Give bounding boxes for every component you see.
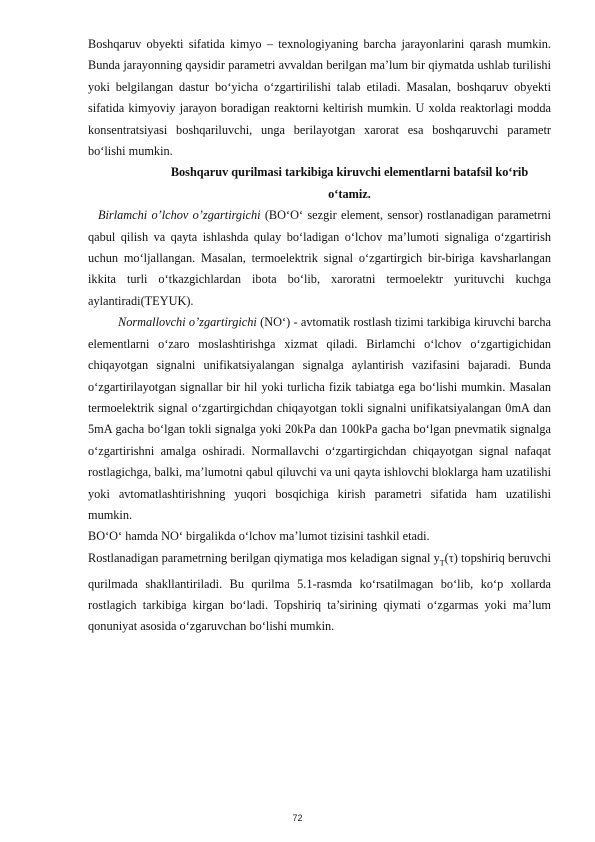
subscript-t: T <box>439 558 445 568</box>
birlamchi-term: Birlamchi o’lchov o’zgartirgichi <box>98 208 261 223</box>
page-number: 72 <box>292 813 303 823</box>
rostlanadigan-text-start: Rostlanadigan parametrning berilgan qiymatiga mos keladigan signal y <box>88 550 440 565</box>
rostlanadigan-text-end: topshiriq beruvchi qurilmada shakllantiriladi. Bu qurilma 5.1-rasmda ko‘rsatilmagan bo‘lib, ko‘p xollarda rostlagich tarkibiga kirgan bo‘ladi. Topshiriq ta’sirining qiymati o‘zgarmas yoki ma’lum qonuniyat asosida o‘zgaruvchan bo‘lishi mumkin. <box>88 550 551 634</box>
document-page <box>88 34 551 638</box>
section-heading: Boshqaruv qurilmasi tarkibiga kiruvchi elementlarni batafsil ko‘rib o‘tamiz. <box>170 165 529 201</box>
intro-paragraph: Boshqaruv obyekti sifatida kimyo – texnologiyaning barcha jarayonlarini qarash mumkin. Bunda jarayonning qaysidir parametri avvaldan berilgan ma’lum bir qiymatda ushlab turilishi yoki belgilangan dastur bo‘yicha o‘zgartirilishi talab etiladi. Masalan, boshqaruv obyekti sifatida kimyoviy jarayon boradigan reaktorni keltirish mumkin. U xolda reaktorlagi modda konsentratsiyasi boshqariluvchi, unga berilayotgan xarorat esa boshqaruvchi parametr bo‘lishi mumkin. <box>88 37 551 159</box>
normallovchi-paragraph <box>88 312 551 526</box>
birlamchi-paragraph <box>88 205 551 312</box>
tau-paren: (τ) <box>444 550 458 565</box>
normallovchi-text: (NO‘) - avtomatik rostlash tizimi tarkibiga kiruvchi barcha elementlarni o‘zaro moslashtirishga xizmat qiladi. Birlamchi o‘lchov o‘zgartigichidan chiqayotgan signalni unifikatsiyalangan signalga aylantirish vazifasini bajaradi. Bunda o‘zgartirilayotgan signallar bir hil yoki turlicha fizik tabiatga ega bo‘lishi mumkin. Masalan termoelektrik signal o‘zgartirgichdan chiqayotgan tokli signalni unifikatsiyalangan 0mA dan 5mA gacha bo‘lgan tokli signalga yoki 20kPa dan 100kPa gacha bo‘lgan pnevmatik signalga o‘zgartirishni amalga oshiradi. Normallavchi o‘zgartirgichdan chiqayotgan signal nafaqat rostlagichga, balki, ma’lumotni qabul qiluvchi va uni qayta ishlovchi bloklarga ham uzatilishi yoki avtomatlashtirishning yuqori bosqichiga kirish parametri sifatida ham uzatilishi mumkin. <box>88 315 552 522</box>
rostlanadigan-paragraph <box>88 548 551 638</box>
normallovchi-term: Normallovchi o’zgartirgichi <box>118 315 257 330</box>
birlamchi-text: (BO‘O‘ sezgir element, sensor) rostlanadigan parametrni qabul qilish va qayta ishlashda qulay bo‘ladigan o‘lchov ma’lumoti signaliga o‘zgartirish uchun mo‘ljallangan. Masalan, termoelektrik signal o‘zgartirgich bir-biriga kavsharlangan ikkita turli o‘tkazgichlardan ibota bo‘lib, xaroratni termoelektr yurituvchi kuchga aylantiradi(TEYUK). <box>88 208 551 308</box>
bo-no-paragraph: BO‘O‘ hamda NO‘ birgalikda o‘lchov ma’lumot tizisini tashkil etadi. <box>88 529 430 544</box>
